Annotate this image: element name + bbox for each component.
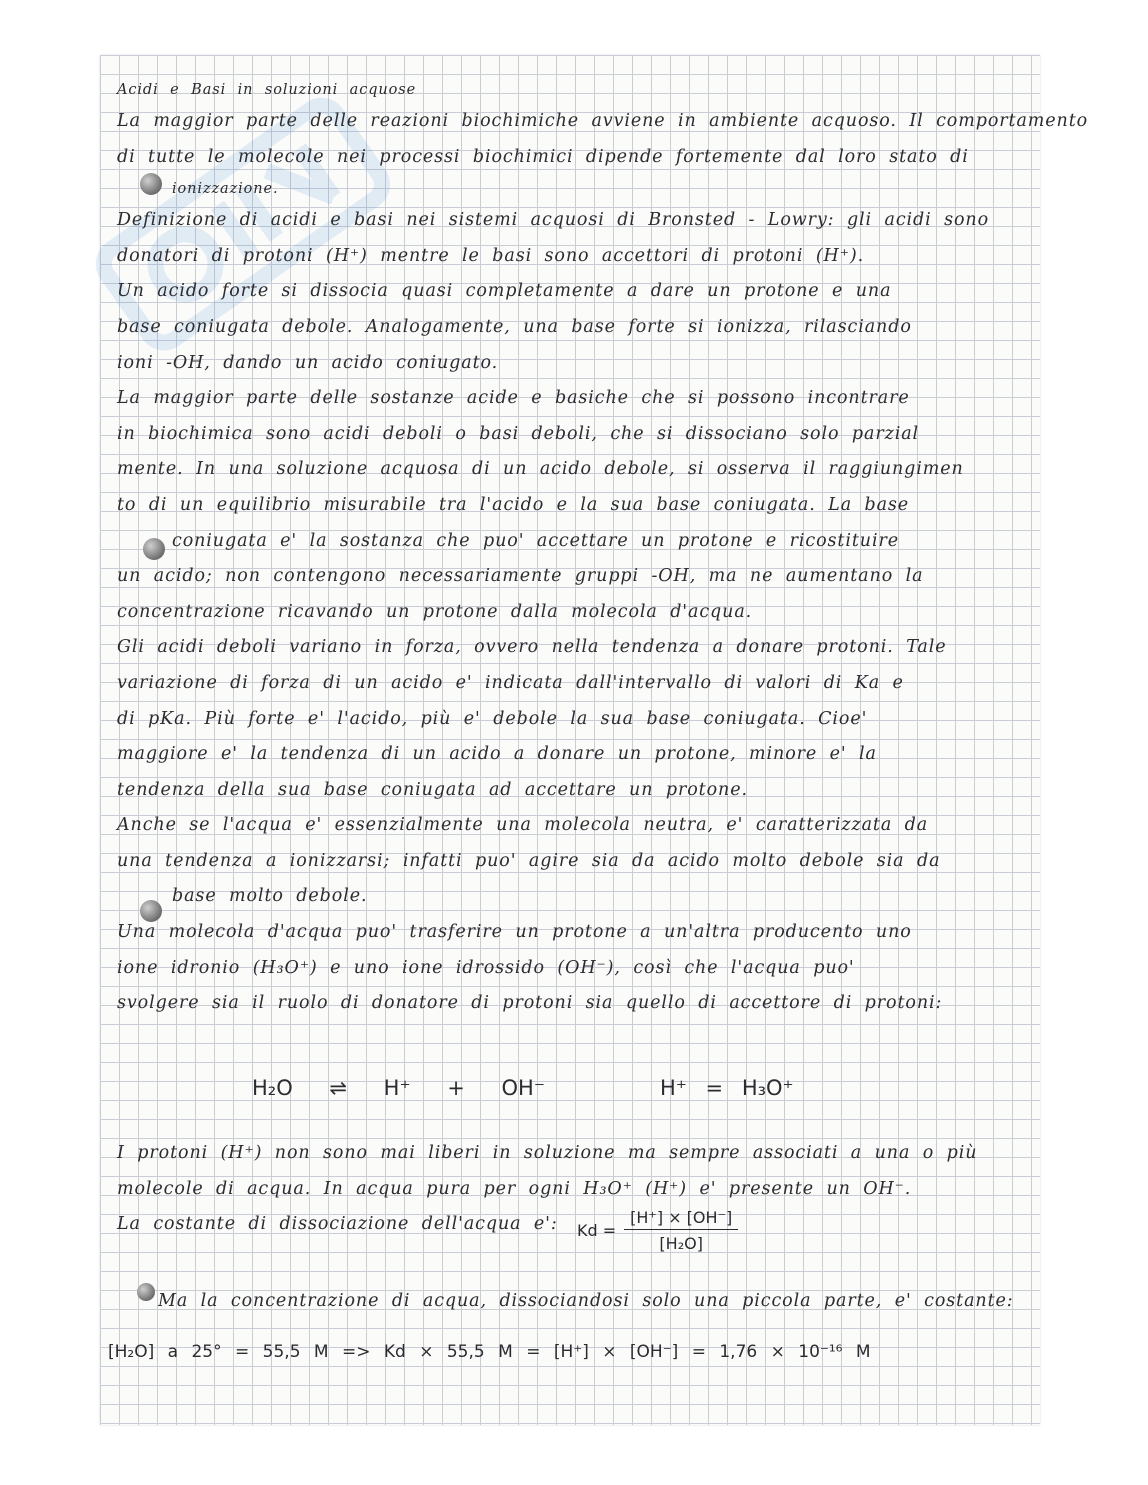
hole-punch-mark	[143, 538, 165, 560]
notes-line: ione idronio (H₃O⁺) e uno ione idrossido (OH⁻), così che l'acqua puo'	[117, 957, 855, 978]
notes-line: un acido; non contengono necessariamente gruppi -OH, ma ne aumentano la	[117, 566, 924, 587]
notes-line: tendenza della sua base coniugata ad accettare un protone.	[117, 779, 748, 800]
notes-line: Un acido forte si dissocia quasi completamente a dare un protone e una	[117, 281, 892, 302]
notes-line: in biochimica sono acidi deboli o basi deboli, che si dissociano solo parzial	[117, 423, 920, 444]
notes-line: La costante di dissociazione dell'acqua e':	[117, 1214, 558, 1235]
notes-line: molecole di acqua. In acqua pura per ogni H₃O⁺ (H⁺) e' presente un OH⁻.	[117, 1178, 912, 1199]
notes-line: base molto debole.	[172, 886, 368, 907]
notes-line: Una molecola d'acqua puo' trasferire un protone a un'altra producento uno	[117, 922, 912, 943]
hole-punch-mark	[140, 900, 162, 922]
hydronium-equation: H⁺ = H₃O⁺	[660, 1076, 794, 1100]
notes-line: to di un equilibrio misurabile tra l'acido e la sua base coniugata. La base	[117, 494, 910, 515]
hole-punch-mark	[140, 173, 162, 195]
notes-line: Ma la concentrazione di acqua, dissociandosi solo una piccola parte, e' costante:	[158, 1291, 1014, 1311]
notes-line: ionizzazione.	[172, 181, 279, 198]
notes-line: I protoni (H⁺) non sono mai liberi in soluzione ma sempre associati a una o più	[117, 1143, 978, 1163]
notes-line: donatori di protoni (H⁺) mentre le basi sono accettori di protoni (H⁺).	[117, 245, 865, 266]
notes-line: La maggior parte delle sostanze acide e basiche che si possono incontrare	[117, 388, 910, 409]
notes-line: svolgere sia il ruolo di donatore di protoni sia quello di accettore di protoni:	[117, 993, 943, 1014]
notes-body-3	[158, 1284, 1073, 1320]
hole-punch-mark	[137, 1283, 155, 1301]
notes-line: una tendenza a ionizzarsi; infatti puo' agire sia da acido molto debole sia da	[117, 850, 941, 871]
notes-line: Anche se l'acqua e' essenzialmente una molecola neutra, e' caratterizzata da	[117, 815, 929, 836]
notes-line: concentrazione ricavando un protone dalla molecola d'acqua.	[117, 601, 753, 622]
notes-line: di tutte le molecole nei processi biochimici dipende fortemente dal loro stato di	[117, 146, 969, 167]
notes-line: variazione di forza di un acido e' indicata dall'intervallo di valori di Ka e	[117, 672, 904, 693]
notes-line: mente. In una soluzione acquosa di un acido debole, si osserva il raggiungimen	[117, 459, 964, 480]
kd-fraction	[624, 1208, 738, 1253]
notes-body	[117, 76, 1089, 1022]
notes-line: di pKa. Più forte e' l'acido, più e' debole la sua base coniugata. Cioe'	[117, 708, 868, 729]
notes-title: Acidi e Basi in soluzioni acquose	[117, 82, 417, 98]
kd-numerator: [H⁺] × [OH⁻]	[624, 1208, 738, 1230]
notes-line: La maggior parte delle reazioni biochimiche avviene in ambiente acquoso. Il comportamento	[117, 111, 1089, 131]
notes-line: maggiore e' la tendenza di un acido a donare un protone, minore e' la	[117, 744, 877, 765]
kd-denominator: [H₂O]	[659, 1234, 703, 1253]
final-equation: [H₂O] a 25° = 55,5 M => Kd × 55,5 M = [H⁺] × [OH⁻] = 1,76 × 10⁻¹⁶ M	[108, 1342, 871, 1362]
notes-line: Definizione di acidi e basi nei sistemi acquosi di Bronsted - Lowry: gli acidi sono	[117, 210, 990, 231]
notes-line: ioni -OH, dando un acido coniugato.	[117, 352, 499, 373]
notes-line: coniugata e' la sostanza che puo' accettare un protone e ricostituire	[172, 530, 899, 551]
kd-label: Kd =	[577, 1221, 617, 1240]
water-equilibrium-equation: H₂O ⇌ H⁺ + OH⁻	[252, 1076, 545, 1100]
notes-body-2	[117, 1136, 1032, 1243]
kd-formula	[577, 1208, 738, 1253]
notes-line: base coniugata debole. Analogamente, una base forte si ionizza, rilasciando	[117, 316, 912, 337]
notes-line: Gli acidi deboli variano in forza, ovvero nella tendenza a donare protoni. Tale	[117, 637, 947, 658]
